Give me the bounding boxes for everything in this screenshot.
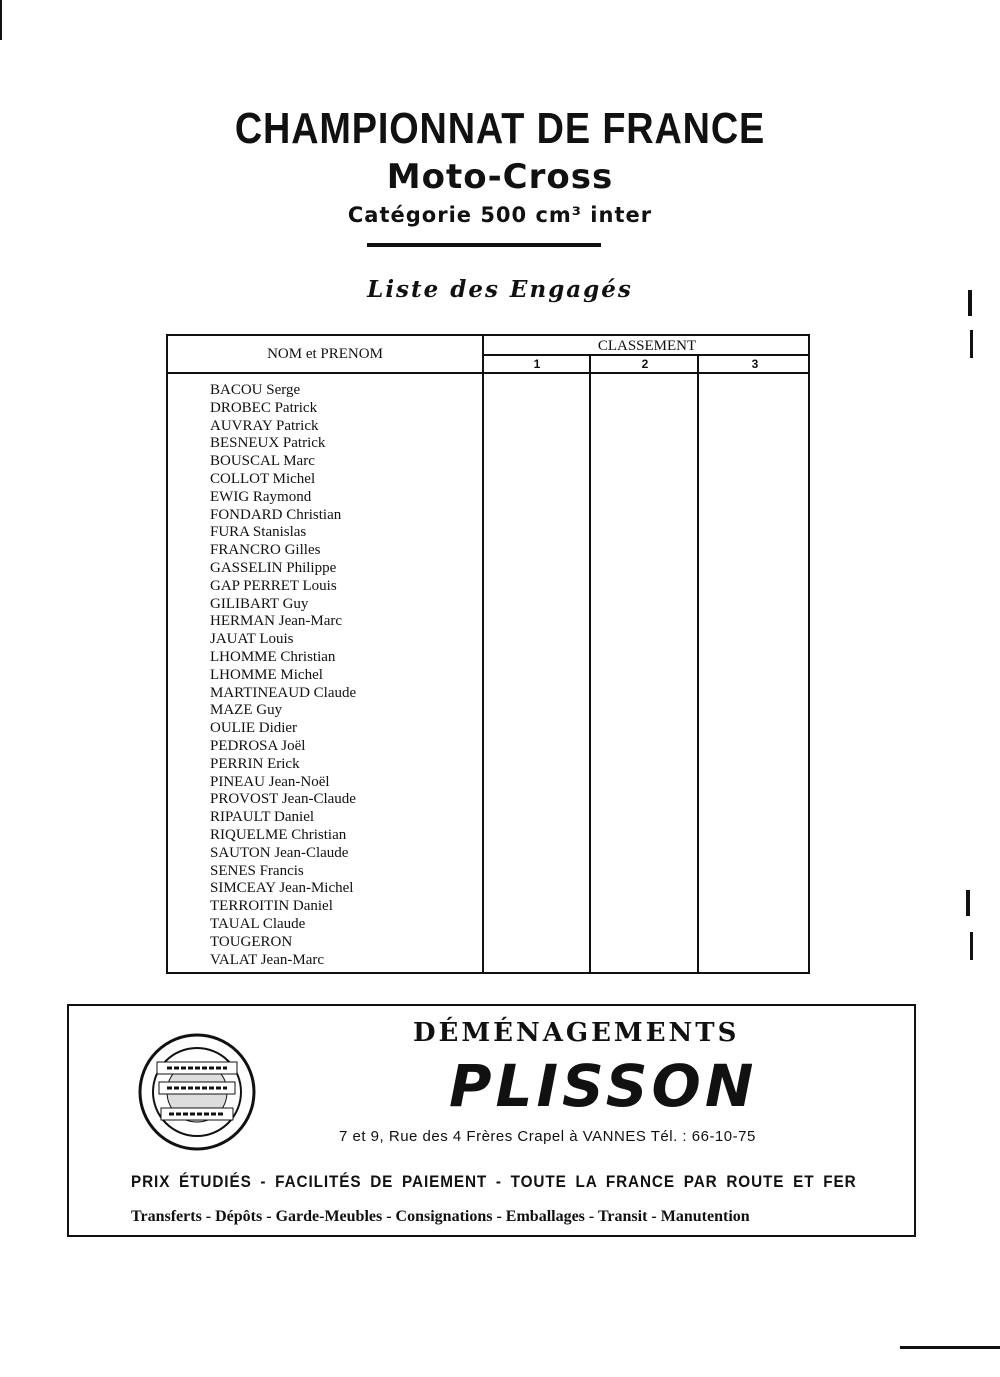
- entrant-name: TAUAL Claude: [210, 915, 306, 932]
- scan-mark: [970, 330, 973, 358]
- entrant-name: LHOMME Michel: [210, 666, 323, 683]
- ranking-column-3-header: 3: [751, 357, 759, 371]
- entrant-name: SIMCEAY Jean-Michel: [210, 880, 354, 897]
- entrant-name: BOUSCAL Marc: [210, 453, 315, 470]
- entrant-name: PINEAU Jean-Noël: [210, 773, 330, 790]
- scan-mark: [900, 1346, 1000, 1349]
- ad-heading: DÉMÉNAGEMENTS: [413, 1018, 740, 1048]
- entrant-name: BACOU Serge: [210, 382, 301, 398]
- entrant-name: PROVOST Jean-Claude: [210, 791, 356, 808]
- entrant-name: FURA Stanislas: [210, 524, 307, 541]
- ad-services: Transferts - Dépôts - Garde-Meubles - Consignations - Emballages - Transit - Manutention: [131, 1208, 750, 1225]
- title-divider: [367, 243, 601, 247]
- scan-mark: [970, 932, 973, 960]
- page-title: CHAMPIONNAT DE FRANCE: [234, 104, 766, 153]
- entrant-name: GASSELIN Philippe: [210, 559, 337, 576]
- entrant-name: BESNEUX Patrick: [210, 435, 326, 452]
- entrant-name: MAZE Guy: [210, 702, 283, 719]
- entrant-name: LHOMME Christian: [210, 648, 336, 665]
- entrant-name: FONDARD Christian: [210, 506, 342, 523]
- entrant-name: FRANCRO Gilles: [210, 542, 321, 559]
- entrant-name: TOUGERON: [210, 933, 293, 950]
- entrant-name: VALAT Jean-Marc: [210, 951, 325, 968]
- entrant-name: GILIBART Guy: [210, 595, 309, 612]
- entrants-table: [166, 334, 810, 974]
- entrant-name: JAUAT Louis: [210, 631, 294, 648]
- entrant-name: GAP PERRET Louis: [210, 577, 337, 594]
- entrant-name: HERMAN Jean-Marc: [210, 613, 343, 630]
- entrants-list: [210, 382, 356, 969]
- table-divider-name: [482, 336, 484, 972]
- table-divider-1: [589, 356, 591, 972]
- entrant-name: MARTINEAUD Claude: [210, 684, 357, 701]
- table-divider-2: [697, 356, 699, 972]
- page-subtitle: Moto-Cross: [386, 157, 614, 197]
- entrant-name: OULIE Didier: [210, 720, 298, 737]
- entrant-name: PEDROSA Joël: [210, 737, 306, 754]
- entrant-name: SENES Francis: [210, 862, 304, 879]
- company-name: PLISSON: [449, 1052, 758, 1120]
- name-column-header: NOM et PRENOM: [267, 346, 383, 362]
- ad-slogan: PRIX ÉTUDIÉS - FACILITÉS DE PAIEMENT - TOUTE LA FRANCE PAR ROUTE ET FER: [131, 1172, 857, 1191]
- list-title: Liste des Engagés: [367, 276, 633, 303]
- entrant-name: PERRIN Erick: [210, 755, 300, 772]
- ranking-header: CLASSEMENT: [597, 338, 697, 354]
- entrant-name: DROBEC Patrick: [210, 399, 318, 416]
- scan-mark: [0, 0, 2, 40]
- company-address: 7 et 9, Rue des 4 Frères Crapel à VANNES Tél. : 66-10-75: [339, 1128, 756, 1145]
- ranking-header-rule: [484, 354, 808, 356]
- scan-mark: [968, 290, 972, 316]
- entrant-name: RIPAULT Daniel: [210, 809, 315, 826]
- entrant-name: COLLOT Michel: [210, 470, 316, 487]
- entrant-name: AUVRAY Patrick: [210, 417, 319, 434]
- entrant-name: RIQUELME Christian: [210, 826, 347, 843]
- trade-seal-icon: [137, 1032, 257, 1152]
- entrant-name: SAUTON Jean-Claude: [210, 844, 349, 861]
- entrant-name: EWIG Raymond: [210, 488, 312, 505]
- advertisement-box: [67, 1004, 916, 1237]
- header-bottom-rule: [168, 372, 808, 374]
- scan-mark: [966, 890, 970, 916]
- category-label: Catégorie 500 cm³ inter: [347, 203, 653, 227]
- entrant-name: TERROITIN Daniel: [210, 898, 333, 915]
- ranking-column-2-header: 2: [641, 357, 649, 371]
- ranking-column-1-header: 1: [533, 357, 541, 371]
